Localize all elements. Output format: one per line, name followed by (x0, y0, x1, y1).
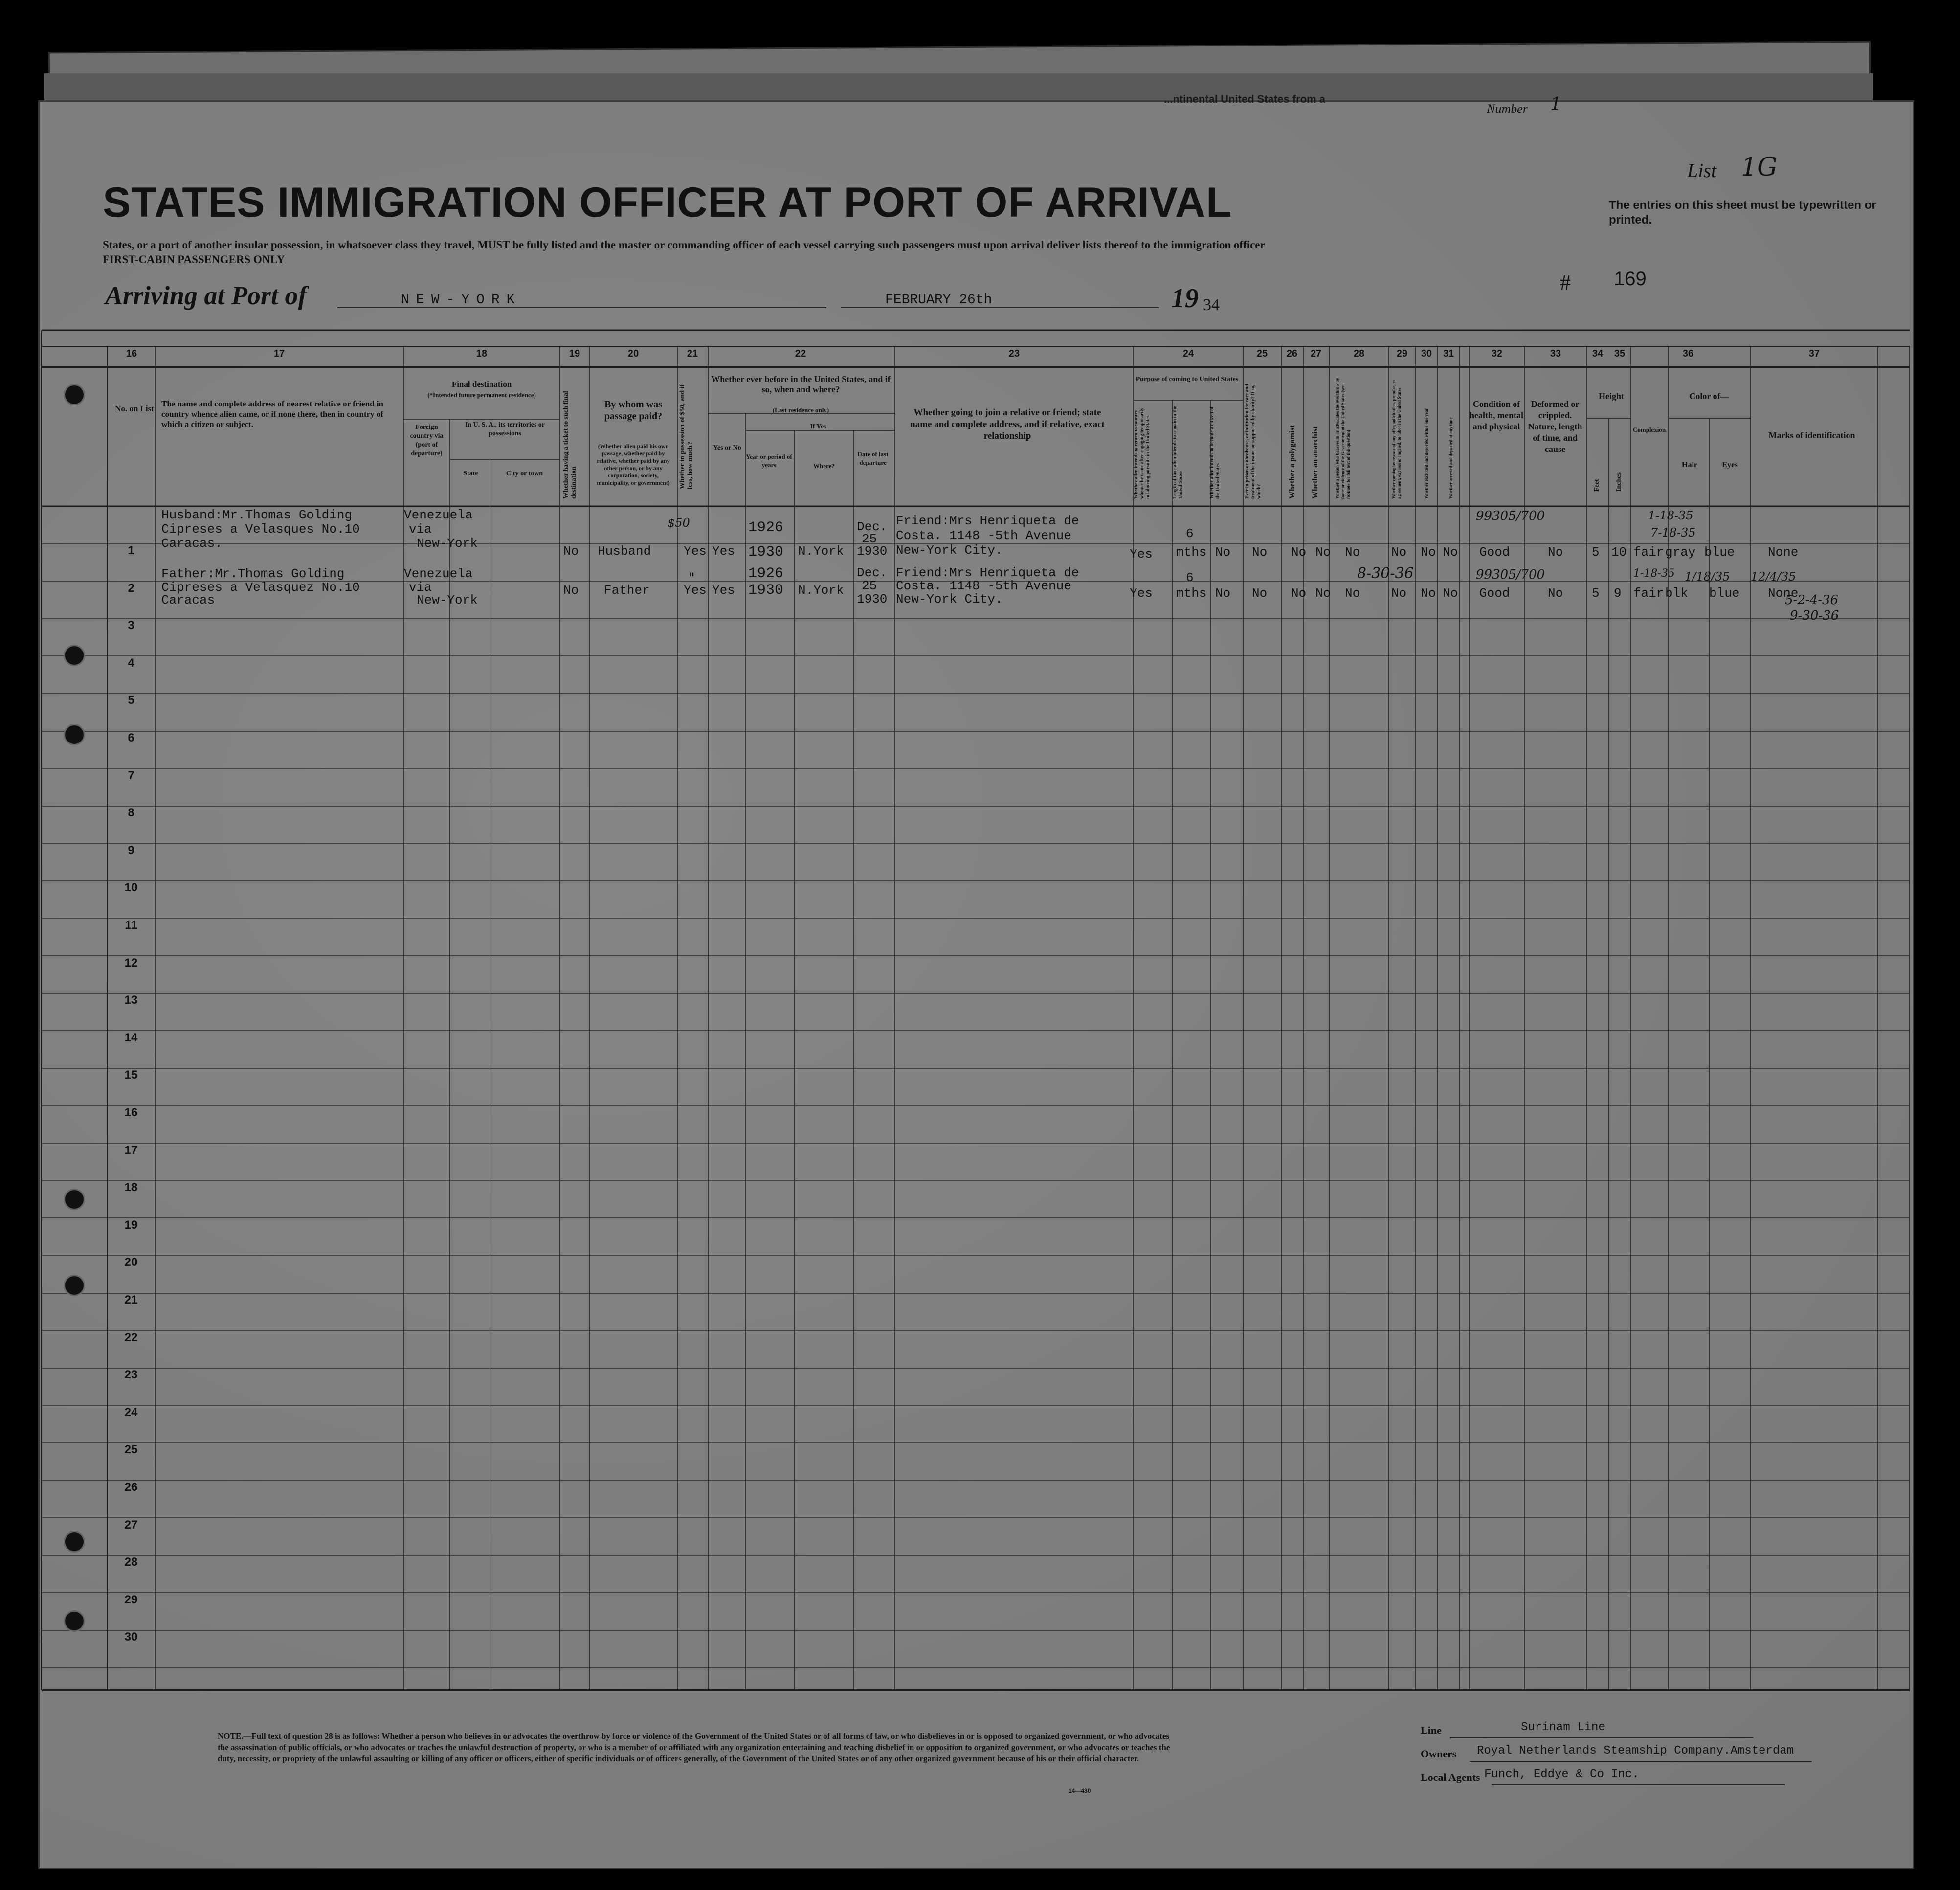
row2-annotation-a: 1-18-35 (1633, 567, 1675, 580)
row1-before-us: Yes (712, 544, 735, 559)
row-number: 27 (124, 1518, 138, 1531)
header-no-on-list: No. on List (115, 404, 154, 413)
row2-annotation-c: 8-30-36 (1357, 565, 1414, 582)
list-label: List (1687, 159, 1717, 181)
row2-health: Good (1479, 586, 1510, 601)
row2-feet: 5 (1592, 586, 1600, 601)
row-number: 24 (124, 1405, 138, 1419)
row1-relative-line1: Husband:Mr.Thomas Golding (161, 508, 353, 522)
row1-join-line1: Friend:Mrs Henriqueta de (896, 514, 1079, 528)
row2-length-line1: 6 (1186, 570, 1194, 585)
column-number: 26 (1286, 348, 1298, 359)
line-label: Line (1421, 1724, 1442, 1736)
row1-length-line2: mths (1176, 545, 1207, 560)
row1-annotation-a: 1-18-35 (1648, 509, 1693, 522)
row2-eyes: blue (1709, 586, 1740, 601)
row2-health-note: 99305/700 (1476, 567, 1545, 582)
port-value: NEW-YORK (401, 292, 522, 308)
header-marks: Marks of identification (1768, 430, 1855, 440)
column-number: 20 (627, 348, 639, 359)
header-money: Whether in possession of $50, and if less, how much? (679, 384, 694, 489)
header-color: Color of— (1689, 391, 1729, 401)
column-number: 22 (795, 348, 806, 359)
number-label: Number (1487, 102, 1528, 116)
row1-join-line3: New-York City. (896, 543, 1003, 558)
header-state: State (463, 470, 478, 477)
row-number: 2 (128, 581, 134, 595)
row1-foreign-line1: Venezuela (404, 508, 473, 522)
column-number: 36 (1682, 348, 1694, 359)
row-number: 6 (128, 731, 134, 744)
row1-inches: 10 (1611, 545, 1627, 560)
row-number: 26 (124, 1481, 138, 1494)
column-number: 17 (273, 348, 285, 359)
row2-overthrow: No (1345, 586, 1360, 601)
row2-arrested: No (1443, 586, 1458, 601)
header-height: Height (1599, 391, 1624, 401)
binder-hole (64, 1610, 85, 1632)
binder-hole (64, 1189, 85, 1210)
header-final-destination: Final destination (451, 380, 512, 389)
row1-money-note: $50 (668, 516, 690, 530)
row2-paid-by: Father (604, 583, 650, 598)
row2-annotation-d: 1/18/35 (1685, 570, 1730, 584)
footnote-question-28: NOTE.—Full text of question 28 is as follows: Whether a person who believes in or advocates the overthrow by force or violence of the Government of the United States or of all forms of law, or who disbelieves in or is opposed to organized government, or who advocates the assassination of public officials, or who advocates or teaches the unlawful destruction of property, or who is a member of or affiliated with any organization entertaining and teaching disbelief in or opposition to organized government, or who advocates or teaches the duty, necessity, or propriety of the unlawful assaulting or killing of any officer or officers, either of specific individuals or of officers generally, of the Government of the United States or of any other organized government because of his or their official character. (218, 1732, 1170, 1763)
row1-departure-line1: Dec. (857, 519, 888, 534)
row2-before-us: Yes (712, 583, 735, 598)
row-number: 23 (124, 1368, 138, 1382)
row-number: 3 (128, 619, 134, 632)
row2-excluded: No (1421, 586, 1436, 601)
column-number: 31 (1443, 348, 1454, 359)
header-ticket: Whether having a ticket to such final destination (562, 391, 578, 499)
row-number: 28 (124, 1555, 138, 1569)
header-if-yes: If Yes— (810, 423, 833, 430)
form-number: 14—430 (1069, 1787, 1091, 1794)
header-foreign-country: Foreign country via (port of departure) (410, 424, 444, 457)
row1-labor: No (1391, 545, 1407, 560)
row1-excluded: No (1421, 545, 1436, 560)
row-number: 11 (125, 919, 137, 932)
row2-money-note: " (689, 570, 695, 586)
row1-health-note: 99305/700 (1476, 509, 1545, 523)
number-value: 1 (1550, 94, 1561, 114)
column-number: 25 (1256, 348, 1268, 359)
row1-return: Yes (1130, 547, 1153, 562)
row1-departure-line2: 25 (862, 532, 877, 546)
row2-foreign-line1: Venezuela (404, 566, 473, 581)
page-title: STATES IMMIGRATION OFFICER AT PORT OF ARRIVAL (103, 179, 1232, 226)
binder-hole (64, 645, 85, 666)
arriving-label: Arriving at Port of (105, 281, 307, 310)
row2-where: N.York (798, 583, 844, 598)
owners-label: Owners (1421, 1748, 1457, 1760)
binder-hole (64, 1531, 85, 1552)
row-number: 18 (124, 1181, 138, 1194)
row2-relative-line1: Father:Mr.Thomas Golding (161, 566, 345, 581)
row2-join-line3: New-York City. (896, 592, 1003, 607)
row1-anarchist-2: No (1315, 545, 1331, 560)
row2-year-line1: 1926 (748, 565, 784, 582)
date-value: FEBRUARY 26th (885, 292, 992, 308)
header-inches: Inches (1615, 472, 1623, 492)
owners-underline (1470, 1761, 1812, 1762)
row2-relative-line3: Caracas (161, 593, 215, 608)
row1-complexion: fair (1633, 545, 1664, 560)
owners-value: Royal Netherlands Steamship Company.Amsterdam (1477, 1744, 1794, 1757)
row1-deformed: No (1548, 545, 1563, 560)
row1-paid-by: Husband (598, 544, 651, 559)
agents-value: Funch, Eddye & Co Inc. (1484, 1768, 1639, 1781)
row2-marks: None (1768, 586, 1799, 601)
row-number: 5 (128, 694, 134, 707)
header-in-usa: In U. S. A., its territories or possessions (465, 421, 545, 437)
row2-annotation-f: 5-2-4-36 (1785, 593, 1839, 608)
row-number: 9 (128, 843, 134, 857)
row-number: 12 (124, 956, 138, 969)
row2-prison: No (1215, 586, 1231, 601)
row1-foreign-line2: via (409, 522, 432, 537)
row-number: 30 (124, 1630, 138, 1644)
column-number: 30 (1421, 348, 1432, 359)
row1-health: Good (1479, 545, 1510, 560)
header-overthrow: Whether a person who believes in or advocates the overthrow by force or violence of the Government of the United States (see footnote for full text of this question) (1335, 378, 1351, 499)
row2-departure-line1: Dec. (857, 565, 888, 580)
class-note: FIRST-CABIN PASSENGERS ONLY (103, 253, 285, 266)
header-purpose-c: Whether alien intends to become a citizen of the United States (1209, 406, 1221, 499)
binder-hole (64, 724, 85, 745)
row1-departure-line3: 1930 (857, 544, 888, 559)
row1-arrested: No (1443, 545, 1458, 560)
row2-anarchist-2: No (1315, 586, 1331, 601)
column-number: 29 (1396, 348, 1408, 359)
row-number: 22 (124, 1330, 138, 1344)
row1-annotation-b: 7-18-35 (1650, 526, 1696, 540)
row1-foreign-line3: New-York (417, 536, 478, 551)
column-number: 34 (1592, 348, 1604, 359)
row2-length-line2: mths (1176, 586, 1207, 601)
row2-inches: 9 (1614, 586, 1622, 601)
header-year: Year or period of years (746, 453, 792, 469)
row-number: 20 (124, 1256, 138, 1269)
row2-annotation-e: 12/4/35 (1751, 570, 1796, 584)
header-purpose-b: Length of time alien intends to remain in the United States (1172, 406, 1183, 499)
row-number: 10 (124, 881, 138, 895)
row1-eyes: blue (1704, 545, 1735, 560)
header-deformed: Deformed or crippled. Nature, length of time, and cause (1528, 399, 1582, 454)
header-prison: Ever in prison or almshouse, or institution for care and treatment of the insane, or supported by charity? If so, which? (1245, 384, 1262, 499)
binder-hole (64, 384, 85, 405)
row2-relative-line2: Cipreses a Velasquez No.10 (161, 580, 360, 595)
row1-year-line2: 1930 (748, 544, 784, 561)
row1-money: Yes (684, 544, 707, 559)
row-number: 29 (124, 1593, 138, 1606)
row-number: 7 (128, 768, 134, 782)
row-number: 1 (128, 544, 134, 557)
row2-money: Yes (684, 583, 707, 598)
page-number: 169 (1614, 268, 1647, 290)
line-value: Surinam Line (1521, 1721, 1605, 1734)
column-number: 19 (569, 348, 580, 359)
header-eyes: Eyes (1722, 461, 1738, 469)
line-underline (1450, 1737, 1753, 1738)
instructions: The entries on this sheet must be typewritten or printed. (1609, 199, 1876, 226)
agents-label: Local Agents (1421, 1771, 1480, 1783)
header-health: Condition of health, mental and physical (1470, 399, 1523, 431)
row1-overthrow: No (1345, 545, 1360, 560)
column-number: 24 (1182, 348, 1194, 359)
header-arrested: Whether arrested and deported at any time (1448, 417, 1453, 499)
row2-labor: No (1391, 586, 1407, 601)
header-hair: Hair (1682, 461, 1697, 469)
column-number: 18 (476, 348, 488, 359)
row-number: 14 (124, 1031, 138, 1044)
header-last-residence: (Last residence only) (772, 406, 829, 414)
header-excluded: Whether excluded and deported within one year (1424, 408, 1429, 499)
row-number: 19 (124, 1218, 138, 1232)
header-purpose-a: Whether alien intends to return to country whence he came after engaging temporarily in laboring pursuits in the United States (1134, 407, 1151, 499)
row2-foreign-line3: New-York (417, 593, 478, 608)
header-join-relative: Whether going to join a relative or friend; state name and complete address, and if relative, exact relationship (910, 407, 1105, 441)
agents-underline (1492, 1784, 1785, 1785)
header-where: Where? (813, 462, 835, 470)
column-number: 35 (1614, 348, 1626, 359)
column-number: 32 (1491, 348, 1503, 359)
header-relative: The name and complete address of nearest relative or friend in country whence alien came, or if none there, then in country of which a citizen or subject. (161, 399, 384, 429)
header-labor: Whether coming by reason of any offer, solicitation, promise, or agreement, express or implied, to labor in the United States (1391, 380, 1402, 499)
year-suffix: 34 (1203, 296, 1220, 314)
row-number: 13 (124, 993, 138, 1007)
row-number: 8 (128, 806, 134, 820)
row1-join-line2: Costa. 1148 -5th Avenue (896, 528, 1071, 543)
header-anarchist: Whether an anarchist (1311, 426, 1319, 499)
row2-hair: blk (1665, 586, 1688, 601)
column-number: 27 (1310, 348, 1322, 359)
row2-join-line2: Costa. 1148 -5th Avenue (896, 579, 1071, 593)
row2-complexion: fair (1633, 586, 1664, 601)
row2-polygamist: No (1252, 586, 1268, 601)
header-city: City or town (506, 470, 543, 477)
row1-year-line1: 1926 (748, 519, 784, 536)
row-number: 16 (124, 1106, 138, 1119)
subtitle: States, or a port of another insular possession, in whatsoever class they travel, MUST be fully listed and the master or commanding officer of each vessel carrying such passengers must upon arrival deliver lists thereof to the immigration officer (103, 239, 1265, 251)
list-value: 1G (1741, 153, 1778, 182)
column-number: 37 (1808, 348, 1820, 359)
row-number: 4 (128, 656, 134, 670)
row2-return: Yes (1130, 586, 1153, 601)
row2-deformed: No (1548, 586, 1563, 601)
column-number: 33 (1550, 348, 1561, 359)
column-number: 16 (126, 348, 137, 359)
header-purpose: Purpose of coming to United States (1136, 376, 1239, 383)
row2-ticket: No (563, 583, 579, 598)
row-number: 15 (124, 1068, 138, 1082)
row2-departure-line3: 1930 (857, 592, 888, 607)
row1-relative-line2: Cipreses a Velasques No.10 (161, 522, 360, 537)
row1-feet: 5 (1592, 545, 1600, 560)
row-number: 25 (124, 1443, 138, 1457)
row1-length-line1: 6 (1186, 526, 1194, 541)
header-yes-no: Yes or No (713, 444, 741, 451)
row-number: 21 (124, 1293, 138, 1306)
row-number: 17 (124, 1143, 138, 1157)
row2-departure-line2: 25 (862, 579, 877, 593)
column-number: 21 (687, 348, 698, 359)
header-feet: Feet (1593, 479, 1601, 492)
header-date-departure: Date of last departure (857, 450, 889, 466)
row1-anarchist: No (1291, 545, 1307, 560)
column-number: 28 (1353, 348, 1365, 359)
row2-annotation-g: 9-30-36 (1790, 608, 1839, 623)
header-passage-note: (Whether alien paid his own passage, whether paid by relative, whether paid by any other person, or by any corporation, society, municipality, or government) (597, 443, 670, 486)
row2-join-line1: Friend:Mrs Henriqueta de (896, 565, 1079, 580)
year-prefix: 19 (1171, 283, 1199, 314)
header-before-us: Whether ever before in the United States, and if so, when and where? (711, 374, 891, 394)
page-mark: # (1560, 270, 1571, 294)
row1-where: N.York (798, 544, 844, 559)
binder-hole (64, 1275, 85, 1296)
row1-relative-line3: Caracas. (161, 536, 223, 551)
row1-ticket: No (563, 544, 579, 559)
column-number: 23 (1008, 348, 1020, 359)
row1-hair: gray (1665, 545, 1696, 560)
header-final-destination-note: (*Intended future permanent residence) (427, 391, 536, 399)
top-note: ...ntinental United States from a (1164, 93, 1326, 105)
row1-polygamist: No (1252, 545, 1268, 560)
header-polygamist: Whether a polygamist (1288, 425, 1296, 499)
row1-prison: No (1215, 545, 1231, 560)
header-passage-paid: By whom was passage paid? (604, 399, 663, 422)
row2-foreign-line2: via (409, 580, 432, 595)
row1-marks: None (1768, 545, 1799, 560)
row2-year-line2: 1930 (748, 582, 784, 599)
header-complexion: Complexion (1632, 426, 1666, 433)
row2-anarchist: No (1291, 586, 1307, 601)
